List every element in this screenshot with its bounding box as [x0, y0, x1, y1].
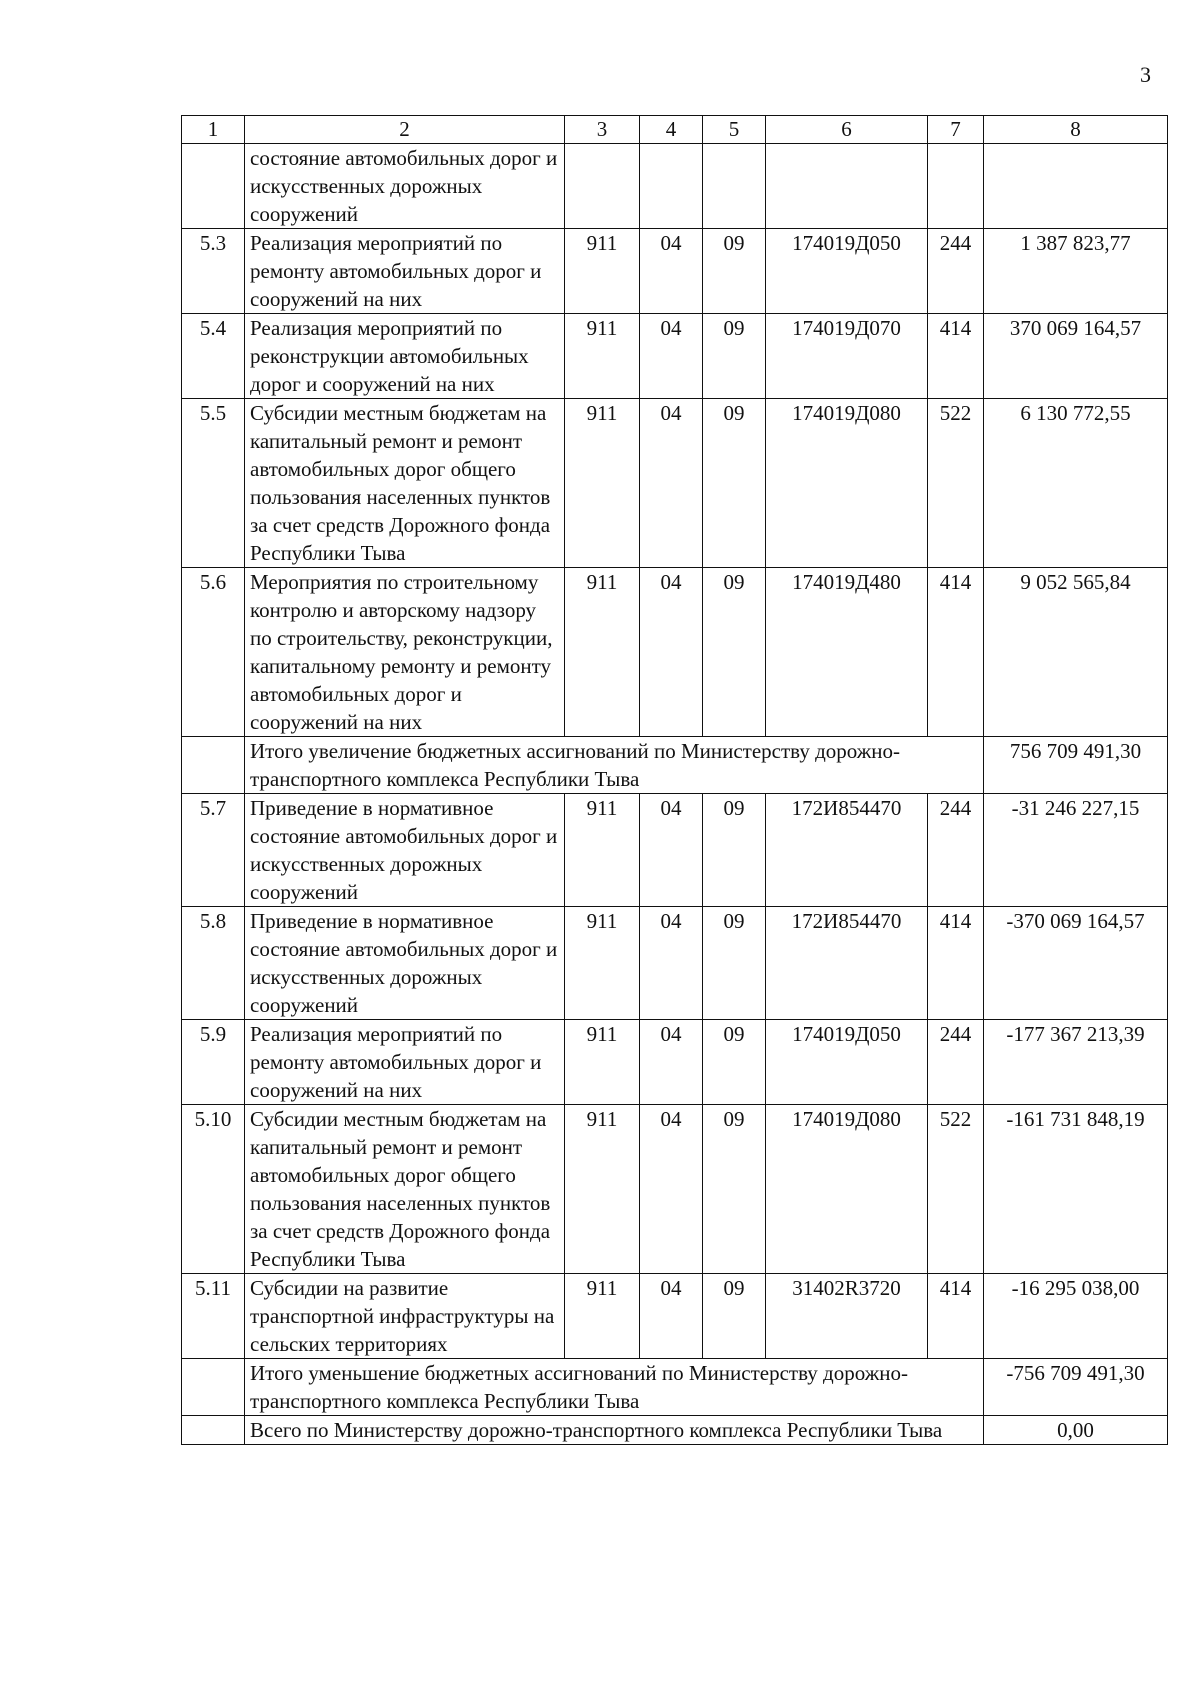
row-number: 5.9: [182, 1020, 245, 1105]
section-code: 04: [640, 1105, 703, 1274]
row-name: Субсидии на развитие транспортной инфраструктуры на сельских территориях: [245, 1274, 565, 1359]
row-name: Реализация мероприятий по ремонту автомобильных дорог и сооружений на них: [245, 1020, 565, 1105]
column-header: 1: [182, 116, 245, 144]
section-code: 04: [640, 568, 703, 737]
target-item-code: 174019Д080: [766, 1105, 928, 1274]
section-code: 04: [640, 1274, 703, 1359]
page-number: 3: [1140, 62, 1151, 87]
section-code: 04: [640, 314, 703, 399]
row-number: 5.3: [182, 229, 245, 314]
column-header: 5: [703, 116, 766, 144]
total-row: [182, 737, 1168, 794]
total-sum: 0,00: [984, 1416, 1168, 1445]
target-item-code: [766, 144, 928, 229]
amount: [984, 144, 1168, 229]
table-row: [182, 1105, 1168, 1274]
subsection-code: 09: [703, 314, 766, 399]
amount: -161 731 848,19: [984, 1105, 1168, 1274]
expense-type-code: 414: [928, 568, 984, 737]
amount: 1 387 823,77: [984, 229, 1168, 314]
column-header: 8: [984, 116, 1168, 144]
row-name: Приведение в нормативное состояние автомобильных дорог и искусственных дорожных сооружений: [245, 907, 565, 1020]
row-number: 5.7: [182, 794, 245, 907]
column-header: 6: [766, 116, 928, 144]
amount: 370 069 164,57: [984, 314, 1168, 399]
row-name: Субсидии местным бюджетам на капитальный ремонт и ремонт автомобильных дорог общего пользования населенных пунктов за счет средств Дорожного фонда Республики Тыва: [245, 399, 565, 568]
target-item-code: 174019Д050: [766, 229, 928, 314]
amount: 9 052 565,84: [984, 568, 1168, 737]
subsection-code: 09: [703, 907, 766, 1020]
department-code: 911: [565, 1105, 640, 1274]
column-header: 7: [928, 116, 984, 144]
section-code: 04: [640, 794, 703, 907]
department-code: 911: [565, 794, 640, 907]
department-code: 911: [565, 1274, 640, 1359]
table-row: [182, 314, 1168, 399]
row-name: состояние автомобильных дорог и искусственных дорожных сооружений: [245, 144, 565, 229]
row-number: 5.11: [182, 1274, 245, 1359]
subsection-code: 09: [703, 399, 766, 568]
table-row: [182, 1274, 1168, 1359]
empty-number-cell: [182, 1416, 245, 1445]
subsection-code: 09: [703, 1105, 766, 1274]
subsection-code: 09: [703, 794, 766, 907]
row-name: Приведение в нормативное состояние автомобильных дорог и искусственных дорожных сооружений: [245, 794, 565, 907]
department-code: 911: [565, 229, 640, 314]
row-number: 5.8: [182, 907, 245, 1020]
row-number: [182, 144, 245, 229]
department-code: 911: [565, 568, 640, 737]
target-item-code: 174019Д080: [766, 399, 928, 568]
row-number: 5.5: [182, 399, 245, 568]
subsection-code: 09: [703, 1274, 766, 1359]
expense-type-code: 414: [928, 907, 984, 1020]
total-label: Итого уменьшение бюджетных ассигнований по Министерству дорожно-транспортного комплекса Республики Тыва: [245, 1359, 984, 1416]
amount: 6 130 772,55: [984, 399, 1168, 568]
department-code: 911: [565, 399, 640, 568]
department-code: [565, 144, 640, 229]
department-code: 911: [565, 1020, 640, 1105]
table-row: [182, 229, 1168, 314]
table-row: [182, 144, 1168, 229]
amount: -370 069 164,57: [984, 907, 1168, 1020]
total-row: [182, 1359, 1168, 1416]
target-item-code: 31402R3720: [766, 1274, 928, 1359]
expense-type-code: 244: [928, 794, 984, 907]
total-row: [182, 1416, 1168, 1445]
expense-type-code: [928, 144, 984, 229]
expense-type-code: 244: [928, 1020, 984, 1105]
row-name: Субсидии местным бюджетам на капитальный ремонт и ремонт автомобильных дорог общего пользования населенных пунктов за счет средств Дорожного фонда Республики Тыва: [245, 1105, 565, 1274]
department-code: 911: [565, 314, 640, 399]
total-sum: -756 709 491,30: [984, 1359, 1168, 1416]
budget-table: [181, 115, 1168, 1445]
table-row: [182, 794, 1168, 907]
section-code: 04: [640, 229, 703, 314]
total-sum: 756 709 491,30: [984, 737, 1168, 794]
expense-type-code: 414: [928, 1274, 984, 1359]
table-row: [182, 1020, 1168, 1105]
table-row: [182, 568, 1168, 737]
expense-type-code: 522: [928, 399, 984, 568]
subsection-code: 09: [703, 229, 766, 314]
section-code: [640, 144, 703, 229]
target-item-code: 174019Д050: [766, 1020, 928, 1105]
target-item-code: 174019Д480: [766, 568, 928, 737]
expense-type-code: 522: [928, 1105, 984, 1274]
row-name: Реализация мероприятий по ремонту автомобильных дорог и сооружений на них: [245, 229, 565, 314]
target-item-code: 172И854470: [766, 794, 928, 907]
amount: -177 367 213,39: [984, 1020, 1168, 1105]
subsection-code: [703, 144, 766, 229]
total-label: Всего по Министерству дорожно-транспортного комплекса Республики Тыва: [245, 1416, 984, 1445]
subsection-code: 09: [703, 1020, 766, 1105]
row-number: 5.4: [182, 314, 245, 399]
expense-type-code: 244: [928, 229, 984, 314]
row-name: Мероприятия по строительному контролю и авторскому надзору по строительству, реконструкции, капитальному ремонту и ремонту автомобильных дорог и сооружений на них: [245, 568, 565, 737]
column-header: 4: [640, 116, 703, 144]
expense-type-code: 414: [928, 314, 984, 399]
column-header: 2: [245, 116, 565, 144]
target-item-code: 172И854470: [766, 907, 928, 1020]
amount: -31 246 227,15: [984, 794, 1168, 907]
section-code: 04: [640, 399, 703, 568]
department-code: 911: [565, 907, 640, 1020]
total-label: Итого увеличение бюджетных ассигнований по Министерству дорожно-транспортного комплекса Республики Тыва: [245, 737, 984, 794]
section-code: 04: [640, 1020, 703, 1105]
header-row: [182, 116, 1168, 144]
amount: -16 295 038,00: [984, 1274, 1168, 1359]
row-number: 5.6: [182, 568, 245, 737]
table-row: [182, 399, 1168, 568]
target-item-code: 174019Д070: [766, 314, 928, 399]
table-row: [182, 907, 1168, 1020]
row-name: Реализация мероприятий по реконструкции автомобильных дорог и сооружений на них: [245, 314, 565, 399]
empty-number-cell: [182, 737, 245, 794]
column-header: 3: [565, 116, 640, 144]
subsection-code: 09: [703, 568, 766, 737]
section-code: 04: [640, 907, 703, 1020]
empty-number-cell: [182, 1359, 245, 1416]
row-number: 5.10: [182, 1105, 245, 1274]
